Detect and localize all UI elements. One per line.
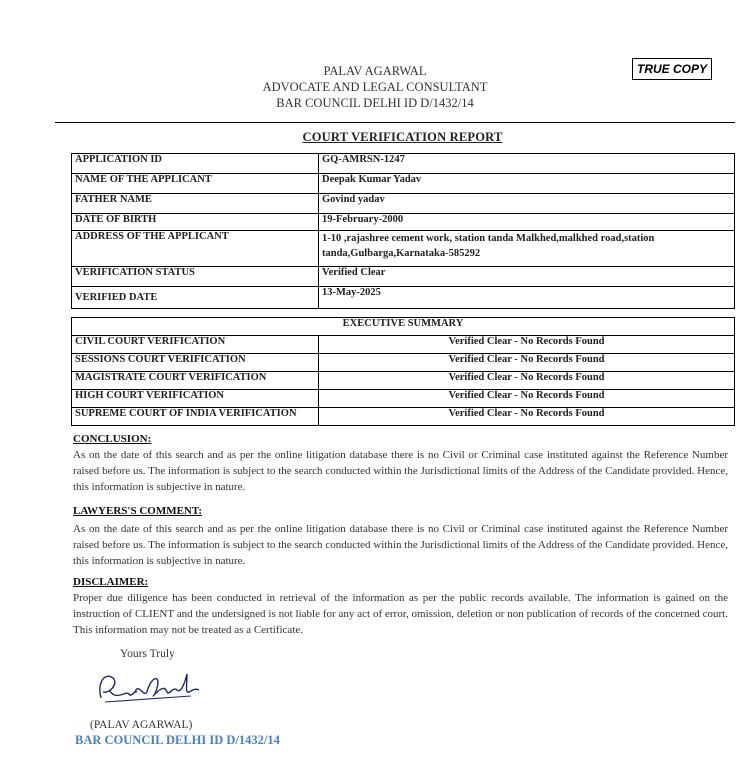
row-value: Verified Clear - No Records Found: [319, 354, 735, 372]
table-row: [72, 214, 735, 231]
row-value: 1-10 ,rajashree cement work, station tanda Malkhed,malkhed road,station tanda,Gulbarga,Karnataka-585292: [319, 231, 735, 267]
advocate-name: PALAV AGARWAL: [323, 64, 427, 78]
row-value: Deepak Kumar Yadav: [319, 174, 735, 194]
table-row: [72, 336, 735, 354]
table-row: [72, 267, 735, 287]
advocate-role: ADVOCATE AND LEGAL CONSULTANT: [262, 80, 488, 94]
row-label: VERIFICATION STATUS: [72, 267, 319, 287]
row-value: Verified Clear - No Records Found: [319, 336, 735, 354]
row-value: Govind yadav: [319, 194, 735, 214]
row-value: Verified Clear - No Records Found: [319, 390, 735, 408]
row-label: ADDRESS OF THE APPLICANT: [72, 231, 319, 267]
conclusion-heading: CONCLUSION:: [73, 433, 152, 445]
table-row: [72, 194, 735, 214]
conclusion-text: As on the date of this search and as per the online litigation database there is no Civil or Criminal case instituted against the Reference Number raised before us. The information is subject to the search conducted within the Jurisdictional limits of the Address of the Candidate provided. Hence, this information is subjective in nature.: [73, 449, 728, 493]
row-value: GQ-AMRSN-1247: [319, 154, 735, 174]
table-row: [72, 318, 735, 336]
header-divider: [55, 122, 735, 123]
row-label: HIGH COURT VERIFICATION: [72, 390, 319, 408]
row-label: CIVIL COURT VERIFICATION: [72, 336, 319, 354]
row-value: Verified Clear - No Records Found: [319, 372, 735, 390]
table-row: [72, 408, 735, 426]
row-label: FATHER NAME: [72, 194, 319, 214]
row-label: NAME OF THE APPLICANT: [72, 174, 319, 194]
summary-heading: EXECUTIVE SUMMARY: [72, 318, 735, 336]
signatory-name: (PALAV AGARWAL): [90, 719, 193, 731]
table-row: [72, 231, 735, 267]
table-row: [72, 154, 735, 174]
lawyers-comment-text: As on the date of this search and as per the online litigation database there is no Civil or Criminal case instituted against the Reference Number raised before us. The information is subject to the search conducted within the Jurisdictional limits of the Address of the Candidate provided. Hence, this information is subjective in nature.: [73, 523, 728, 567]
disclaimer-text: Proper due diligence has been conducted in retrieval of the information as per the public records available. The information is gained on the instruction of CLIENT and the undersigned is not liable for any act of error, omission, deletion or non publication of records of the concerned court. This information may not be treated as a Certificate.: [73, 592, 728, 636]
executive-summary-table: [71, 317, 735, 426]
table-row: [72, 287, 735, 309]
table-row: [72, 354, 735, 372]
row-label: DATE OF BIRTH: [72, 214, 319, 231]
row-label: APPLICATION ID: [72, 154, 319, 174]
row-label: VERIFIED DATE: [72, 287, 319, 309]
table-row: [72, 390, 735, 408]
table-row: [72, 372, 735, 390]
row-label: SUPREME COURT OF INDIA VERIFICATION: [72, 408, 319, 426]
true-copy-stamp: TRUE COPY: [632, 58, 712, 80]
row-value: 19-February-2000: [319, 214, 735, 231]
disclaimer-heading: DISCLAIMER:: [73, 576, 149, 588]
applicant-details-table: [71, 153, 735, 309]
lawyers-comment-heading: LAWYERS'S COMMENT:: [73, 505, 203, 517]
report-title: COURT VERIFICATION REPORT: [302, 130, 503, 144]
row-label: MAGISTRATE COURT VERIFICATION: [72, 372, 319, 390]
table-row: [72, 174, 735, 194]
advocate-bar-id: BAR COUNCIL DELHI ID D/1432/14: [276, 96, 474, 110]
footer-bar-id: BAR COUNCIL DELHI ID D/1432/14: [75, 733, 280, 747]
row-value: Verified Clear: [319, 267, 735, 287]
row-value: Verified Clear - No Records Found: [319, 408, 735, 426]
signature-image: [95, 668, 205, 715]
row-label: SESSIONS COURT VERIFICATION: [72, 354, 319, 372]
closing-salutation: Yours Truly: [120, 648, 175, 660]
row-value: 13-May-2025: [319, 287, 735, 309]
